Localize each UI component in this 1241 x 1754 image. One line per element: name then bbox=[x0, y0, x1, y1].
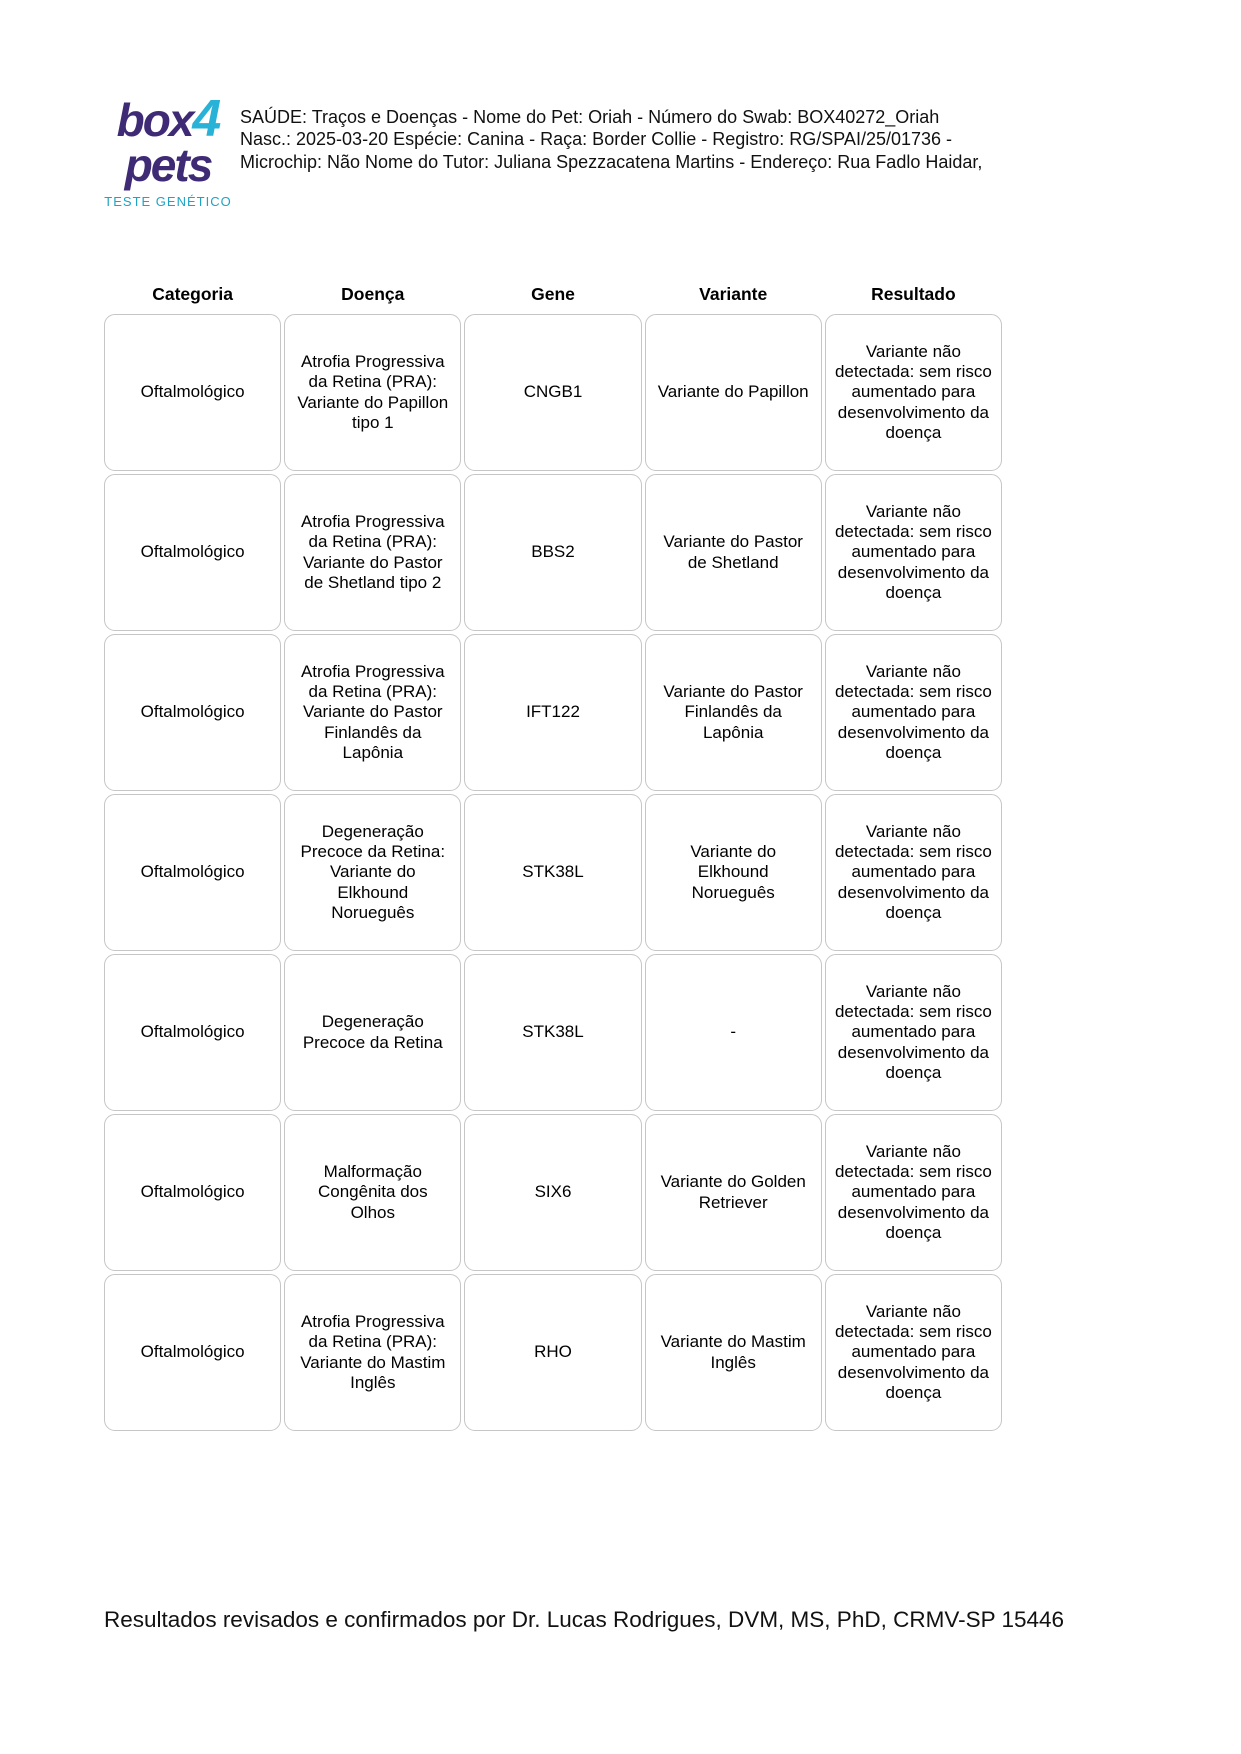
column-header-variante: Variante bbox=[699, 284, 768, 304]
logo-wordmark-line2 bbox=[98, 138, 238, 191]
cell-gene: BBS2 bbox=[464, 474, 641, 631]
cell-doenca: Degeneração Precoce da Retina bbox=[284, 954, 461, 1111]
column-header-categoria: Categoria bbox=[152, 284, 233, 304]
report-header-info: SAÚDE: Traços e Doenças - Nome do Pet: Oriah - Número do Swab: BOX40272_Oriah Nasc.: 2025-03-20 Espécie: Canina - Raça: Border Collie - Registro: RG/SPAI/25/01736 - Microchip: Não Nome do Tutor: Juliana Spezzacatena Martins - Endereço: Rua Fadlo Haidar, bbox=[240, 107, 983, 172]
box4pets-logo bbox=[98, 90, 238, 210]
cell-gene: IFT122 bbox=[464, 634, 641, 791]
cell-resultado: Variante não detectada: sem risco aumentado para desenvolvimento da doença bbox=[825, 634, 1002, 791]
cell-gene: STK38L bbox=[464, 954, 641, 1111]
cell-resultado: Variante não detectada: sem risco aumentado para desenvolvimento da doença bbox=[825, 314, 1002, 471]
logo-box-text: box bbox=[116, 94, 193, 146]
cell-variante: - bbox=[645, 954, 822, 1111]
cell-gene: RHO bbox=[464, 1274, 641, 1431]
cell-variante: Variante do Pastor de Shetland bbox=[645, 474, 822, 631]
cell-categoria: Oftalmológico bbox=[104, 794, 281, 951]
cell-variante: Variante do Mastim Inglês bbox=[645, 1274, 822, 1431]
cell-variante: Variante do Golden Retriever bbox=[645, 1114, 822, 1271]
column-header-gene: Gene bbox=[531, 284, 575, 304]
cell-categoria: Oftalmológico bbox=[104, 954, 281, 1111]
cell-variante: Variante do Papillon bbox=[645, 314, 822, 471]
cell-categoria: Oftalmológico bbox=[104, 314, 281, 471]
cell-resultado: Variante não detectada: sem risco aumentado para desenvolvimento da doença bbox=[825, 474, 1002, 631]
cell-variante: Variante do Elkhound Norueguês bbox=[645, 794, 822, 951]
reviewer-confirmation: Resultados revisados e confirmados por Dr. Lucas Rodrigues, DVM, MS, PhD, CRMV-SP 15446 bbox=[104, 1607, 1065, 1632]
cell-resultado: Variante não detectada: sem risco aumentado para desenvolvimento da doença bbox=[825, 1114, 1002, 1271]
cell-categoria: Oftalmológico bbox=[104, 474, 281, 631]
cell-categoria: Oftalmológico bbox=[104, 1274, 281, 1431]
table-body bbox=[104, 314, 1002, 1431]
cell-doenca: Atrofia Progressiva da Retina (PRA): Variante do Papillon tipo 1 bbox=[284, 314, 461, 471]
cell-categoria: Oftalmológico bbox=[104, 634, 281, 791]
cell-gene: STK38L bbox=[464, 794, 641, 951]
logo-four-text: 4 bbox=[192, 90, 220, 148]
table-column-headers bbox=[104, 284, 1002, 305]
cell-resultado: Variante não detectada: sem risco aumentado para desenvolvimento da doença bbox=[825, 1274, 1002, 1431]
logo-pets-text: pets bbox=[124, 138, 212, 191]
results-table bbox=[104, 284, 1002, 1431]
cell-resultado: Variante não detectada: sem risco aumentado para desenvolvimento da doença bbox=[825, 954, 1002, 1111]
cell-doenca: Malformação Congênita dos Olhos bbox=[284, 1114, 461, 1271]
cell-doenca: Atrofia Progressiva da Retina (PRA): Variante do Pastor Finlandês da Lapônia bbox=[284, 634, 461, 791]
column-header-resultado: Resultado bbox=[871, 284, 956, 304]
cell-variante: Variante do Pastor Finlandês da Lapônia bbox=[645, 634, 822, 791]
cell-doenca: Atrofia Progressiva da Retina (PRA): Variante do Mastim Inglês bbox=[284, 1274, 461, 1431]
cell-gene: CNGB1 bbox=[464, 314, 641, 471]
logo-tagline: TESTE GENÉTICO bbox=[104, 194, 232, 210]
cell-resultado: Variante não detectada: sem risco aumentado para desenvolvimento da doença bbox=[825, 794, 1002, 951]
cell-gene: SIX6 bbox=[464, 1114, 641, 1271]
logo-wordmark-line1 bbox=[98, 90, 238, 148]
column-header-doenca: Doença bbox=[341, 284, 405, 304]
cell-doenca: Atrofia Progressiva da Retina (PRA): Variante do Pastor de Shetland tipo 2 bbox=[284, 474, 461, 631]
cell-categoria: Oftalmológico bbox=[104, 1114, 281, 1271]
cell-doenca: Degeneração Precoce da Retina: Variante do Elkhound Norueguês bbox=[284, 794, 461, 951]
